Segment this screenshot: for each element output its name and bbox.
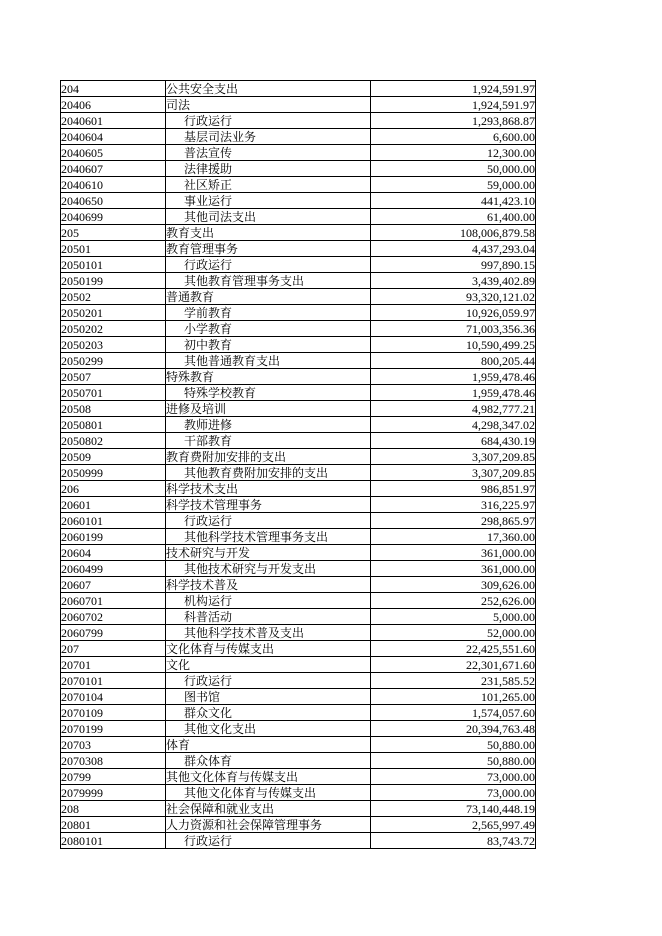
amount-cell[interactable]: 73,140,448.19 [371,801,536,817]
name-cell[interactable]: 行政运行 [166,833,371,849]
code-cell[interactable]: 208 [61,801,166,817]
amount-cell[interactable]: 5,000.00 [371,609,536,625]
name-cell[interactable]: 其他普通教育支出 [166,353,371,369]
name-cell[interactable]: 其他教育管理事务支出 [166,273,371,289]
name-cell[interactable]: 行政运行 [166,257,371,273]
amount-cell[interactable]: 3,307,209.85 [371,449,536,465]
name-cell[interactable]: 进修及培训 [166,401,371,417]
amount-cell[interactable]: 231,585.52 [371,673,536,689]
table-row [61,721,536,737]
table-row [61,561,536,577]
code-cell[interactable]: 2070101 [61,673,166,689]
amount-cell[interactable]: 50,880.00 [371,753,536,769]
table-row [61,305,536,321]
amount-cell[interactable]: 298,865.97 [371,513,536,529]
table-row [61,593,536,609]
code-cell[interactable]: 2040610 [61,177,166,193]
amount-cell[interactable]: 20,394,763.48 [371,721,536,737]
table-row [61,97,536,113]
name-cell[interactable]: 群众体育 [166,753,371,769]
amount-cell[interactable]: 1,924,591.97 [371,81,536,97]
code-cell[interactable]: 206 [61,481,166,497]
code-cell[interactable]: 2060799 [61,625,166,641]
name-cell[interactable]: 普法宣传 [166,145,371,161]
name-cell[interactable]: 其他科学技术管理事务支出 [166,529,371,545]
table-row [61,673,536,689]
table-row [61,785,536,801]
amount-cell[interactable]: 309,626.00 [371,577,536,593]
table-row [61,497,536,513]
amount-cell[interactable]: 800,205.44 [371,353,536,369]
amount-cell[interactable]: 361,000.00 [371,561,536,577]
name-cell[interactable]: 技术研究与开发 [166,545,371,561]
table-row [61,625,536,641]
code-cell[interactable]: 2060499 [61,561,166,577]
amount-cell[interactable]: 684,430.19 [371,433,536,449]
table-row [61,401,536,417]
table-row [61,609,536,625]
table-row [61,481,536,497]
code-cell[interactable]: 20604 [61,545,166,561]
table-row [61,289,536,305]
name-cell[interactable]: 公共安全支出 [166,81,371,97]
table-row [61,689,536,705]
code-cell[interactable]: 2080101 [61,833,166,849]
name-cell[interactable]: 教育费附加安排的支出 [166,449,371,465]
name-cell[interactable]: 图书馆 [166,689,371,705]
table-row [61,225,536,241]
table-row [61,801,536,817]
code-cell[interactable]: 2050203 [61,337,166,353]
amount-cell[interactable]: 10,926,059.97 [371,305,536,321]
table-row [61,129,536,145]
amount-cell[interactable]: 1,574,057.60 [371,705,536,721]
amount-cell[interactable]: 3,307,209.85 [371,465,536,481]
code-cell[interactable]: 2040699 [61,209,166,225]
table-row [61,241,536,257]
amount-cell[interactable]: 4,437,293.04 [371,241,536,257]
code-cell[interactable]: 2050201 [61,305,166,321]
table-row [61,369,536,385]
table-row [61,545,536,561]
code-cell[interactable]: 2050801 [61,417,166,433]
table-row [61,113,536,129]
amount-cell[interactable]: 1,293,868.87 [371,113,536,129]
code-cell[interactable]: 2050101 [61,257,166,273]
code-cell[interactable]: 20801 [61,817,166,833]
table-row [61,641,536,657]
table-row [61,161,536,177]
amount-cell[interactable]: 6,600.00 [371,129,536,145]
code-cell[interactable]: 20507 [61,369,166,385]
name-cell[interactable]: 司法 [166,97,371,113]
amount-cell[interactable]: 441,423.10 [371,193,536,209]
name-cell[interactable]: 机构运行 [166,593,371,609]
amount-cell[interactable]: 316,225.97 [371,497,536,513]
name-cell[interactable]: 科学技术普及 [166,577,371,593]
table-row [61,81,536,97]
code-cell[interactable]: 2050999 [61,465,166,481]
code-cell[interactable]: 20406 [61,97,166,113]
table-row [61,529,536,545]
table-row [61,193,536,209]
table-row [61,337,536,353]
name-cell[interactable]: 行政运行 [166,673,371,689]
name-cell[interactable]: 其他教育费附加安排的支出 [166,465,371,481]
code-cell[interactable]: 2060701 [61,593,166,609]
amount-cell[interactable]: 997,890.15 [371,257,536,273]
amount-cell[interactable]: 101,265.00 [371,689,536,705]
code-cell[interactable]: 2070308 [61,753,166,769]
table-row [61,753,536,769]
name-cell[interactable]: 科学技术管理事务 [166,497,371,513]
name-cell[interactable]: 特殊教育 [166,369,371,385]
name-cell[interactable]: 干部教育 [166,433,371,449]
name-cell[interactable]: 普通教育 [166,289,371,305]
name-cell[interactable]: 基层司法业务 [166,129,371,145]
name-cell[interactable]: 初中教育 [166,337,371,353]
table-row [61,417,536,433]
amount-cell[interactable]: 986,851.97 [371,481,536,497]
name-cell[interactable]: 事业运行 [166,193,371,209]
table-row [61,705,536,721]
name-cell[interactable]: 其他司法支出 [166,209,371,225]
amount-cell[interactable]: 4,982,777.21 [371,401,536,417]
code-cell[interactable]: 2060199 [61,529,166,545]
name-cell[interactable]: 其他文化支出 [166,721,371,737]
amount-cell[interactable]: 50,000.00 [371,161,536,177]
name-cell[interactable]: 法律援助 [166,161,371,177]
name-cell[interactable]: 其他技术研究与开发支出 [166,561,371,577]
name-cell[interactable]: 科学技术支出 [166,481,371,497]
name-cell[interactable]: 其他文化体育与传媒支出 [166,769,371,785]
amount-cell[interactable]: 73,000.00 [371,785,536,801]
name-cell[interactable]: 其他文化体育与传媒支出 [166,785,371,801]
code-cell[interactable]: 2040650 [61,193,166,209]
code-cell[interactable]: 2070199 [61,721,166,737]
code-cell[interactable]: 2070109 [61,705,166,721]
amount-cell[interactable]: 1,924,591.97 [371,97,536,113]
amount-cell[interactable]: 1,959,478.46 [371,385,536,401]
code-cell[interactable]: 2079999 [61,785,166,801]
amount-cell[interactable]: 73,000.00 [371,769,536,785]
code-cell[interactable]: 2050701 [61,385,166,401]
name-cell[interactable]: 行政运行 [166,113,371,129]
amount-cell[interactable]: 22,301,671.60 [371,657,536,673]
table-row [61,465,536,481]
amount-cell[interactable]: 61,400.00 [371,209,536,225]
code-cell[interactable]: 20502 [61,289,166,305]
table-row [61,577,536,593]
code-cell[interactable]: 20701 [61,657,166,673]
code-cell[interactable]: 2050202 [61,321,166,337]
amount-cell[interactable]: 59,000.00 [371,177,536,193]
amount-cell[interactable]: 93,320,121.02 [371,289,536,305]
code-cell[interactable]: 20508 [61,401,166,417]
name-cell[interactable]: 学前教育 [166,305,371,321]
amount-cell[interactable]: 4,298,347.02 [371,417,536,433]
amount-cell[interactable]: 252,626.00 [371,593,536,609]
amount-cell[interactable]: 22,425,551.60 [371,641,536,657]
name-cell[interactable]: 其他科学技术普及支出 [166,625,371,641]
code-cell[interactable]: 2040607 [61,161,166,177]
name-cell[interactable]: 科普活动 [166,609,371,625]
amount-cell[interactable]: 71,003,356.36 [371,321,536,337]
table-row [61,513,536,529]
name-cell[interactable]: 文化 [166,657,371,673]
table-row [61,385,536,401]
amount-cell[interactable]: 50,880.00 [371,737,536,753]
code-cell[interactable]: 20501 [61,241,166,257]
code-cell[interactable]: 20509 [61,449,166,465]
code-cell[interactable]: 2040605 [61,145,166,161]
table-row [61,833,536,849]
table-row [61,449,536,465]
amount-cell[interactable]: 1,959,478.46 [371,369,536,385]
code-cell[interactable]: 20703 [61,737,166,753]
name-cell[interactable]: 群众文化 [166,705,371,721]
amount-cell[interactable]: 12,300.00 [371,145,536,161]
code-cell[interactable]: 2040604 [61,129,166,145]
name-cell[interactable]: 教师进修 [166,417,371,433]
code-cell[interactable]: 2070104 [61,689,166,705]
code-cell[interactable]: 2040601 [61,113,166,129]
name-cell[interactable]: 体育 [166,737,371,753]
code-cell[interactable]: 204 [61,81,166,97]
name-cell[interactable]: 社会保障和就业支出 [166,801,371,817]
code-cell[interactable]: 2060101 [61,513,166,529]
code-cell[interactable]: 20799 [61,769,166,785]
amount-cell[interactable]: 3,439,402.89 [371,273,536,289]
name-cell[interactable]: 行政运行 [166,513,371,529]
name-cell[interactable]: 教育支出 [166,225,371,241]
table-row [61,737,536,753]
table-row [61,257,536,273]
budget-table-body [61,81,536,849]
table-row [61,353,536,369]
table-row [61,769,536,785]
spreadsheet-area [60,80,536,849]
table-row [61,657,536,673]
table-row [61,817,536,833]
name-cell[interactable]: 社区矫正 [166,177,371,193]
amount-cell[interactable]: 361,000.00 [371,545,536,561]
code-cell[interactable]: 2050802 [61,433,166,449]
code-cell[interactable]: 20601 [61,497,166,513]
budget-table [60,80,536,849]
table-row [61,209,536,225]
name-cell[interactable]: 小学教育 [166,321,371,337]
amount-cell[interactable]: 83,743.72 [371,833,536,849]
table-row [61,433,536,449]
amount-cell[interactable]: 17,360.00 [371,529,536,545]
amount-cell[interactable]: 108,006,879.58 [371,225,536,241]
code-cell[interactable]: 20607 [61,577,166,593]
code-cell[interactable]: 2060702 [61,609,166,625]
code-cell[interactable]: 207 [61,641,166,657]
code-cell[interactable]: 2050299 [61,353,166,369]
table-row [61,177,536,193]
name-cell[interactable]: 人力资源和社会保障管理事务 [166,817,371,833]
table-row [61,321,536,337]
code-cell[interactable]: 2050199 [61,273,166,289]
amount-cell[interactable]: 10,590,499.25 [371,337,536,353]
amount-cell[interactable]: 2,565,997.49 [371,817,536,833]
table-row [61,145,536,161]
name-cell[interactable]: 特殊学校教育 [166,385,371,401]
name-cell[interactable]: 教育管理事务 [166,241,371,257]
amount-cell[interactable]: 52,000.00 [371,625,536,641]
table-row [61,273,536,289]
name-cell[interactable]: 文化体育与传媒支出 [166,641,371,657]
code-cell[interactable]: 205 [61,225,166,241]
